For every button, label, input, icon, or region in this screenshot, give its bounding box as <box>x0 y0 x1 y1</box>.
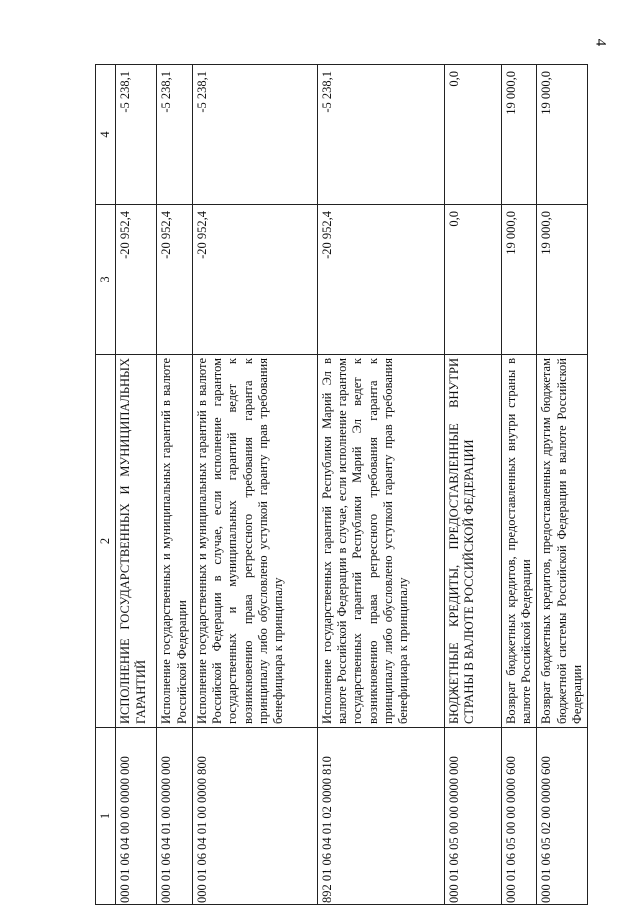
header-cell-1: 1 <box>96 728 116 905</box>
row-code: 000 01 06 05 00 00 0000 600 <box>501 728 537 905</box>
row-code: 000 01 06 05 00 00 0000 000 <box>444 728 501 905</box>
row-value-col4: -5 238,1 <box>317 65 444 205</box>
row-code: 000 01 06 04 01 00 0000 000 <box>157 728 193 905</box>
row-name: Возврат бюджетных кредитов, предоставленных внутри страны в валюте Российской Федерации <box>501 355 537 728</box>
row-code: 000 01 06 04 01 00 0000 800 <box>192 728 317 905</box>
row-value-col4: -5 238,1 <box>116 65 157 205</box>
row-name: ИСПОЛНЕНИЕ ГОСУДАРСТВЕННЫХ И МУНИЦИПАЛЬНЫХ ГАРАНТИЙ <box>116 355 157 728</box>
row-value-col4: 19 000,0 <box>501 65 537 205</box>
row-name: Исполнение государственных и муниципальных гарантий в валюте Российской Федерации <box>157 355 193 728</box>
row-name: Исполнение государственных гарантий Республики Марий Эл в валюте Российской Федерации в случае, если исполнение гарантом государственных гарантий Республики Марий Эл ведет к возникновению права регрессного требования гаранта к принципалу либо обусловлено уступкой гаранту прав требования бенефициара к принципалу <box>317 355 444 728</box>
row-value-col4: 19 000,0 <box>537 65 588 205</box>
table-row <box>501 65 537 905</box>
row-value-col3: -20 952,4 <box>192 205 317 355</box>
header-cell-2: 2 <box>96 355 116 728</box>
header-cell-4: 4 <box>96 65 116 205</box>
row-code: 000 01 06 04 00 00 0000 000 <box>116 728 157 905</box>
row-value-col3: -20 952,4 <box>116 205 157 355</box>
row-code: 892 01 06 04 01 02 0000 810 <box>317 728 444 905</box>
row-value-col3: 19 000,0 <box>501 205 537 355</box>
row-value-col3: 0,0 <box>444 205 501 355</box>
page-number: 4 <box>592 38 609 47</box>
row-code: 000 01 06 05 02 00 0000 600 <box>537 728 588 905</box>
row-value-col4: -5 238,1 <box>192 65 317 205</box>
table-row <box>116 65 157 905</box>
row-name: БЮДЖЕТНЫЕ КРЕДИТЫ, ПРЕДОСТАВЛЕННЫЕ ВНУТРИ СТРАНЫ В ВАЛЮТЕ РОССИЙСКОЙ ФЕДЕРАЦИИ <box>444 355 501 728</box>
table-header-row <box>96 65 116 905</box>
table-row <box>444 65 501 905</box>
row-value-col4: 0,0 <box>444 65 501 205</box>
table-row <box>192 65 317 905</box>
row-name: Исполнение государственных и муниципальных гарантий в валюте Российской Федерации в случае, если исполнение гарантом государственных и муниципальных гарантий ведет к возникновению права регрессного требования гаранта к принципалу либо обусловлено уступкой гаранту прав требования бенефициара к принципалу <box>192 355 317 728</box>
row-value-col4: -5 238,1 <box>157 65 193 205</box>
row-value-col3: -20 952,4 <box>157 205 193 355</box>
table-row <box>317 65 444 905</box>
rotated-table-container <box>95 65 584 905</box>
table-row <box>157 65 193 905</box>
row-name: Возврат бюджетных кредитов, предоставленных другим бюджетам бюджетной системы Российской Федерации в валюте Российской Федерации <box>537 355 588 728</box>
budget-table <box>95 64 588 905</box>
table-row <box>537 65 588 905</box>
header-cell-3: 3 <box>96 205 116 355</box>
row-value-col3: -20 952,4 <box>317 205 444 355</box>
row-value-col3: 19 000,0 <box>537 205 588 355</box>
